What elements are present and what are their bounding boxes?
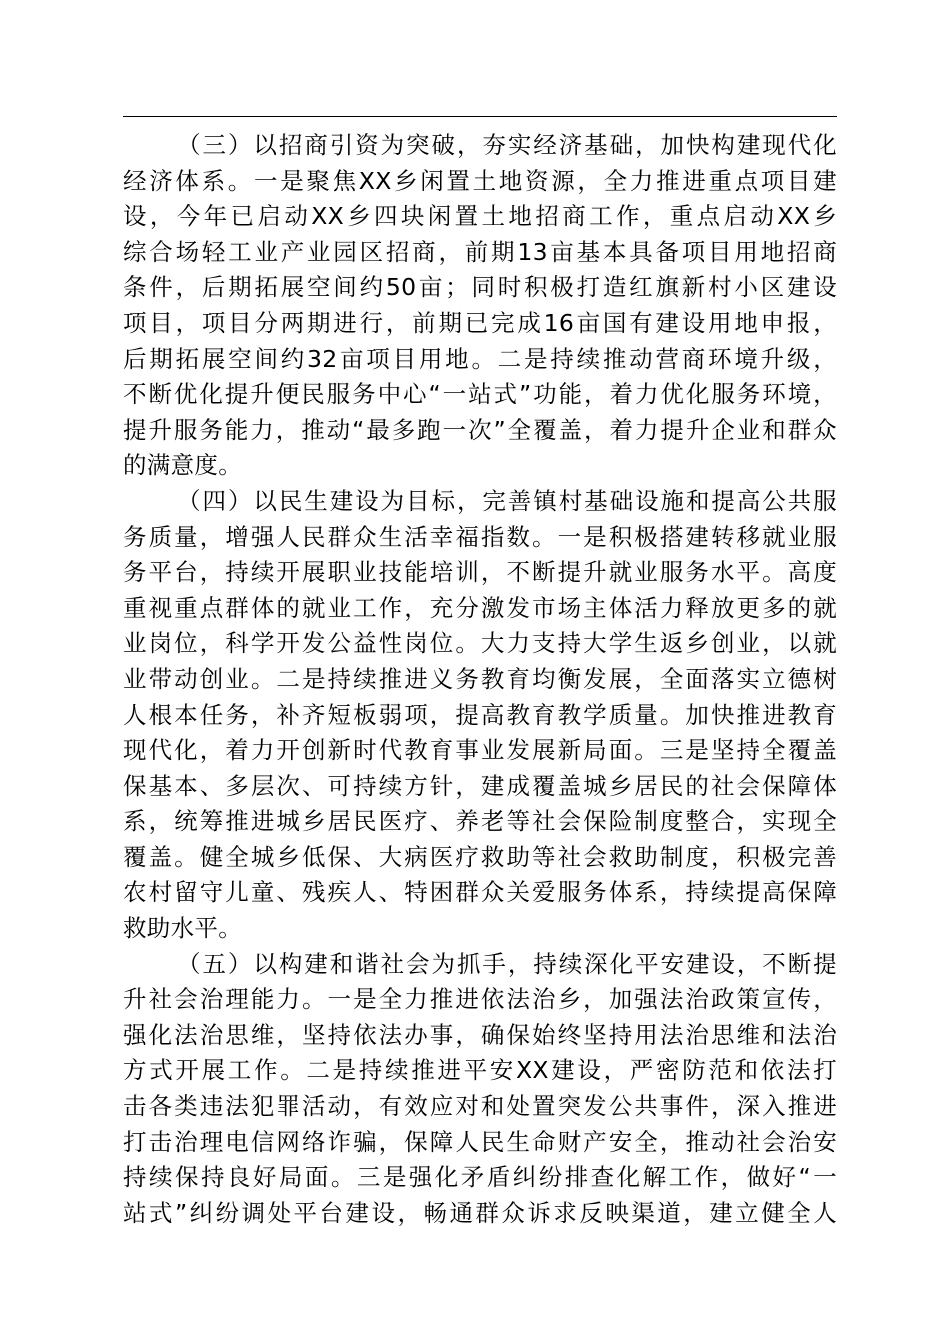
text-line: 保基本、多层次、可持续方针，建成覆盖城乡居民的社会保障体 [123, 771, 837, 800]
text-line: 击各类违法犯罪活动，有效应对和处置突发公共事件，深入推进 [123, 1092, 837, 1121]
text-line: 务质量，增强人民群众生活幸福指数。一是积极搭建转移就业服 [123, 522, 837, 551]
text-line: 重视重点群体的就业工作，充分激发市场主体活力释放更多的就 [123, 593, 837, 622]
paragraph-section-5 [123, 947, 837, 1232]
text-line: 现代化，着力开创新时代教育事业发展新局面。三是坚持全覆盖 [123, 736, 837, 765]
text-line: 救助水平。 [123, 914, 242, 943]
text-line: 项目，项目分两期进行，前期已完成16亩国有建设用地申报， [123, 308, 837, 337]
text-line: 持续保持良好局面。三是强化矛盾纠纷排查化解工作，做好“一 [123, 1163, 837, 1192]
paragraph-section-4 [123, 484, 837, 947]
text-line: 农村留守儿童、残疾人、特困群众关爱服务体系，持续提高保障 [123, 878, 837, 907]
text-line: （三）以招商引资为突破，夯实经济基础，加快构建现代化 [177, 131, 837, 159]
text-line: 的满意度。 [123, 451, 242, 480]
text-line: 业带动创业。二是持续推进义务教育均衡发展，全面落实立德树 [123, 664, 837, 693]
text-line: 打击治理电信网络诈骗，保障人民生命财产安全，推动社会治安 [123, 1127, 837, 1156]
text-line: 后期拓展空间约32亩项目用地。二是持续推动营商环境升级， [123, 344, 837, 373]
text-line: （五）以构建和谐社会为抓手，持续深化平安建设，不断提 [177, 949, 837, 978]
text-line: 人根本任务，补齐短板弱项，提高教育教学质量。加快推进教育 [123, 700, 837, 729]
text-line: 系，统筹推进城乡居民医疗、养老等社会保险制度整合，实现全 [123, 807, 837, 836]
text-line: 综合场轻工业产业园区招商，前期13亩基本具备项目用地招商 [123, 237, 837, 266]
paragraph-section-3 [123, 128, 837, 484]
text-line: 务平台，持续开展职业技能培训，不断提升就业服务水平。高度 [123, 558, 837, 587]
text-line: 强化法治思维，坚持依法办事，确保始终坚持用法治思维和法治 [123, 1020, 837, 1049]
text-line: 不断优化提升便民服务中心“一站式”功能，着力优化服务环境， [123, 380, 837, 409]
text-line: （四）以民生建设为目标，完善镇村基础设施和提高公共服 [177, 486, 837, 515]
text-line: 条件，后期拓展空间约50亩；同时积极打造红旗新村小区建设 [123, 273, 837, 302]
document-body [123, 128, 837, 1231]
text-line: 设，今年已启动XX乡四块闲置土地招商工作，重点启动XX乡 [123, 202, 837, 231]
text-line: 业岗位，科学开发公益性岗位。大力支持大学生返乡创业，以就 [123, 629, 837, 658]
text-line: 覆盖。健全城乡低保、大病医疗救助等社会救助制度，积极完善 [123, 842, 837, 871]
text-line: 升社会治理能力。一是全力推进依法治乡，加强法治政策宣传， [123, 985, 837, 1014]
text-line: 经济体系。一是聚焦XX乡闲置土地资源，全力推进重点项目建 [123, 166, 837, 195]
text-line: 方式开展工作。二是持续推进平安XX建设，严密防范和依法打 [123, 1056, 837, 1085]
header-rule [123, 116, 837, 117]
text-line: 提升服务能力，推动“最多跑一次”全覆盖，着力提升企业和群众 [123, 415, 837, 444]
text-line: 站式”纠纷调处平台建设，畅通群众诉求反映渠道，建立健全人 [123, 1198, 837, 1227]
